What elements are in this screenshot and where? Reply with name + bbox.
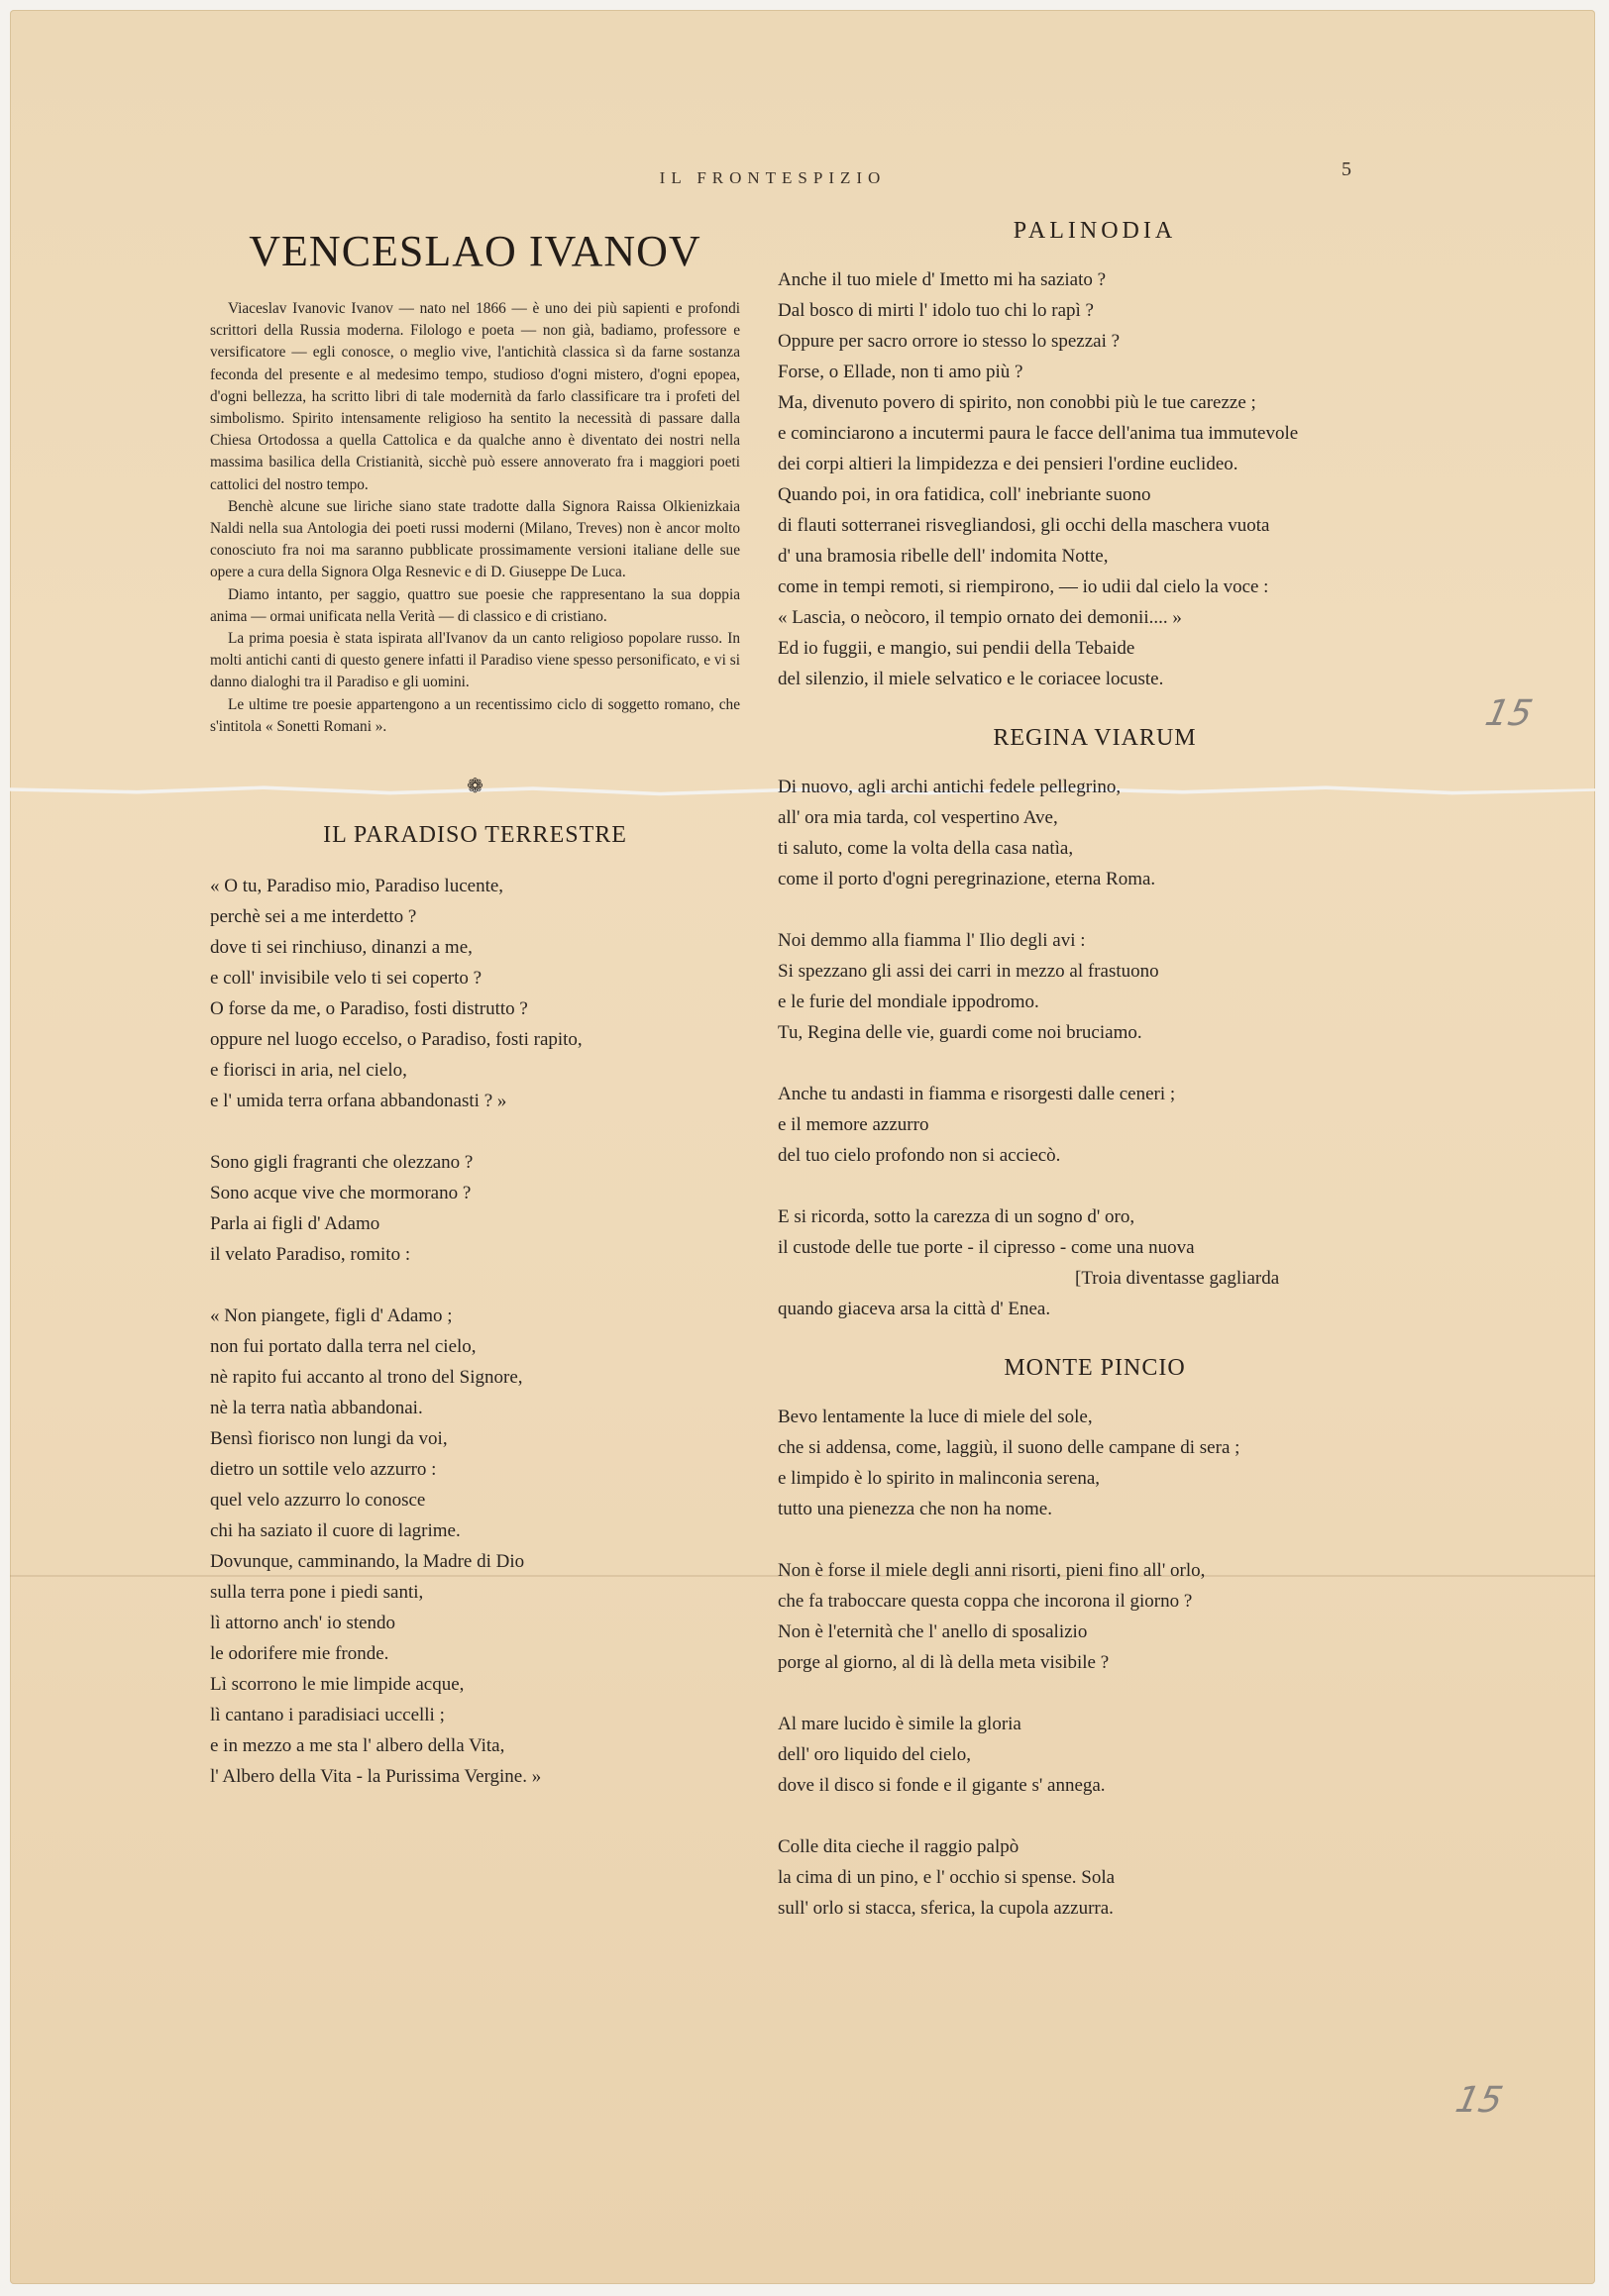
poem-line: d' una bramosia ribelle dell' indomita Notte, [778, 546, 1109, 567]
poem-line: Di nuovo, agli archi antichi fedele pellegrino, [778, 777, 1122, 797]
poem-line: sull' orlo si stacca, sferica, la cupola azzurra. [778, 1898, 1114, 1919]
stanza [778, 264, 1412, 694]
left-column [210, 218, 740, 1823]
intro-paragraph: La prima poesia è stata ispirata all'Ivanov da un canto religioso popolare russo. In molti antichi canti di questo genere infatti il Paradiso viene spesso personificato, e vi si danno dialoghi tra il Paradiso e gli uomini. [210, 630, 740, 691]
poem-paradiso [210, 871, 740, 1792]
poem-line: il custode delle tue porte - il cipresso - come una nuova [778, 1237, 1195, 1258]
poem-line: del tuo cielo profondo non si acciecò. [778, 1145, 1061, 1166]
poem-line: Tu, Regina delle vie, guardi come noi bruciamo. [778, 1022, 1142, 1043]
poem-line: quel velo azzurro lo conosce [210, 1490, 426, 1512]
poem-line: Bevo lentamente la luce di miele del sole, [778, 1407, 1093, 1427]
poem-pincio [778, 1402, 1412, 1924]
poem-line: nè rapito fui accanto al trono del Signore, [210, 1367, 523, 1389]
poem-line: Forse, o Ellade, non ti amo più ? [778, 362, 1023, 382]
poem-line: tutto una pienezza che non ha nome. [778, 1499, 1052, 1519]
poem-line: E si ricorda, sotto la carezza di un sogno d' oro, [778, 1206, 1135, 1227]
poem-line: Ma, divenuto povero di spirito, non conobbi più le tue carezze ; [778, 392, 1256, 413]
article-intro [210, 298, 740, 738]
intro-paragraph: Benchè alcune sue liriche siano state tradotte dalla Signora Raissa Olkienizkaia Naldi nella sua Antologia dei poeti russi moderni (Milano, Treves) non è ancor molto conosciuto fra noi ma saranno pubblicate prossimamente versioni italiane delle sue opere a cura della Signora Olga Resnevic e di D. Giuseppe De Luca. [210, 497, 740, 581]
stanza [210, 1301, 740, 1792]
poem-line: porge al giorno, al di là della meta visibile ? [778, 1652, 1110, 1673]
stanza [778, 1831, 1412, 1924]
poem-line: come il porto d'ogni peregrinazione, eterna Roma. [778, 869, 1156, 889]
poem-line: non fui portato dalla terra nel cielo, [210, 1336, 477, 1358]
poem-line: il velato Paradiso, romito : [210, 1244, 411, 1266]
poem-line: Non è l'eternità che l' anello di sposalizio [778, 1621, 1088, 1642]
poem-line: [Troia diventasse gagliarda [1075, 1268, 1280, 1289]
poem-line: Si spezzano gli assi dei carri in mezzo al frastuono [778, 961, 1159, 982]
poem-line: dietro un sottile velo azzurro : [210, 1459, 437, 1481]
poem-line: dell' oro liquido del cielo, [778, 1744, 971, 1765]
poem-line: Dovunque, camminando, la Madre di Dio [210, 1551, 525, 1573]
poem-line: dove ti sei rinchiuso, dinanzi a me, [210, 937, 473, 959]
poem-line: del silenzio, il miele selvatico e le coriacee locuste. [778, 669, 1164, 689]
poem-line: e coll' invisibile velo ti sei coperto ? [210, 968, 483, 990]
stanza [778, 1402, 1412, 1524]
poem-line: Colle dita cieche il raggio palpò [778, 1836, 1019, 1857]
running-head: IL FRONTESPIZIO [659, 168, 887, 187]
poem-line: Lì scorrono le mie limpide acque, [210, 1674, 465, 1696]
poem-line: Noi demmo alla fiamma l' Ilio degli avi : [778, 930, 1086, 951]
poem-line: e cominciarono a incutermi paura le facce dell'anima tua immutevole [778, 423, 1299, 444]
poem-line: la cima di un pino, e l' occhio si spense. Sola [778, 1867, 1116, 1888]
poem-regina [778, 772, 1412, 1324]
intro-paragraph: Le ultime tre poesie appartengono a un recentissimo ciclo di soggetto romano, che s'intitola « Sonetti Romani ». [210, 695, 740, 735]
article-title: VENCESLAO IVANOV [249, 227, 701, 275]
poem-line: le odorifere mie fronde. [210, 1643, 389, 1665]
stanza [778, 772, 1412, 894]
poem-line: chi ha saziato il cuore di lagrime. [210, 1520, 461, 1542]
poem-line: come in tempi remoti, si riempirono, — io udii dal cielo la voce : [778, 576, 1269, 597]
poem-title-palinodia: PALINODIA [1013, 218, 1177, 244]
right-column [778, 218, 1412, 1954]
poem-line: e il memore azzurro [778, 1114, 929, 1135]
poem-line: di flauti sotterranei risvegliandosi, gli occhi della maschera vuota [778, 515, 1270, 536]
poem-line: e in mezzo a me sta l' albero della Vita, [210, 1735, 505, 1757]
stanza [778, 1201, 1412, 1324]
intro-paragraph: Diamo intanto, per saggio, quattro sue poesie che rappresentano la sua doppia anima — ormai unificata nella Verità — di classico e di cristiano. [210, 585, 740, 625]
poem-line: Non è forse il miele degli anni risorti, pieni fino all' orlo, [778, 1560, 1206, 1581]
poem-line: Anche tu andasti in fiamma e risorgesti dalle ceneri ; [778, 1084, 1176, 1104]
stanza [778, 1079, 1412, 1171]
poem-line: nè la terra natìa abbandonai. [210, 1398, 423, 1419]
poem-line: Al mare lucido è simile la gloria [778, 1714, 1021, 1734]
handwritten-mark: 15 [1451, 2080, 1507, 2121]
poem-line: Dal bosco di mirti l' idolo tuo chi lo rapì ? [778, 300, 1094, 321]
poem-line: e l' umida terra orfana abbandonasti ? » [210, 1091, 507, 1112]
poem-title-pincio: MONTE PINCIO [1004, 1355, 1186, 1381]
poem-line: oppure nel luogo eccelso, o Paradiso, fosti rapito, [210, 1029, 583, 1051]
stanza [210, 871, 740, 1116]
poem-line: ti saluto, come la volta della casa natìa, [778, 838, 1074, 859]
poem-line: « O tu, Paradiso mio, Paradiso lucente, [210, 876, 504, 897]
poem-line: « Non piangete, figli d' Adamo ; [210, 1305, 453, 1327]
poem-line: e le furie del mondiale ippodromo. [778, 991, 1039, 1012]
poem-palinodia [778, 264, 1412, 694]
poem-line: Anche il tuo miele d' Imetto mi ha saziato ? [778, 269, 1107, 290]
poem-line: e fiorisci in aria, nel cielo, [210, 1060, 407, 1082]
poem-line: Bensì fiorisco non lungi da voi, [210, 1428, 448, 1450]
stanza [778, 1709, 1412, 1801]
poem-line: quando giaceva arsa la città d' Enea. [778, 1299, 1051, 1319]
poem-line: « Lascia, o neòcoro, il tempio ornato dei demonii.... » [778, 607, 1182, 628]
poem-line: all' ora mia tarda, col vespertino Ave, [778, 807, 1058, 828]
stanza [778, 925, 1412, 1048]
poem-line: dove il disco si fonde e il gigante s' annega. [778, 1775, 1106, 1796]
ornament-icon: ❁ [467, 776, 483, 798]
poem-line: che fa traboccare questa coppa che incorona il giorno ? [778, 1591, 1193, 1612]
handwritten-mark: 15 [1481, 693, 1537, 734]
poem-line: Parla ai figli d' Adamo [210, 1213, 380, 1235]
poem-line: lì cantano i paradisiaci uccelli ; [210, 1705, 445, 1726]
poem-line: perchè sei a me interdetto ? [210, 906, 417, 928]
poem-line: Ed io fuggii, e mangio, sui pendii della Tebaide [778, 638, 1135, 659]
poem-line: e limpido è lo spirito in malinconia serena, [778, 1468, 1101, 1489]
poem-line: Sono gigli fragranti che olezzano ? [210, 1152, 474, 1174]
poem-line: dei corpi altieri la limpidezza e dei pensieri l'ordine euclideo. [778, 454, 1238, 474]
poem-line: l' Albero della Vita - la Purissima Vergine. » [210, 1766, 542, 1788]
poem-line: O forse da me, o Paradiso, fosti distrutto ? [210, 998, 528, 1020]
poem-line: sulla terra pone i piedi santi, [210, 1582, 424, 1604]
stanza [778, 1555, 1412, 1678]
poem-line: Oppure per sacro orrore io stesso lo spezzai ? [778, 331, 1121, 352]
poem-line: lì attorno anch' io stendo [210, 1613, 396, 1634]
poem-line: Quando poi, in ora fatidica, coll' inebriante suono [778, 484, 1151, 505]
poem-line: Sono acque vive che mormorano ? [210, 1183, 472, 1204]
intro-paragraph: Viaceslav Ivanovic Ivanov — nato nel 1866 — è uno dei più sapienti e profondi scrittori della Russia moderna. Filologo e poeta — non già, badiamo, professore e versificatore — egli conosce, o meglio vive, l'antichità classica sì da farne sostanza feconda del presente e al medesimo tempo, studioso d'ogni mistero, d'ogni epopea, d'ogni bellezza, ha scritto libri di tale modernità da farlo classificare tra i profeti del simbolismo. Spirito intensamente religioso ha sentito la necessità di passare dalla Chiesa Ortodossa a quella Cattolica e da qualche anno è diventato dei nostri nella massima basilica della Cristianità, sicchè può essere annoverato fra i maggiori poeti cattolici del nostro tempo. [210, 300, 740, 493]
poem-title-paradiso: IL PARADISO TERRESTRE [323, 822, 627, 849]
poem-line: che si addensa, come, laggiù, il suono delle campane di sera ; [778, 1437, 1240, 1458]
page-number: 5 [1341, 158, 1351, 180]
poem-title-regina: REGINA VIARUM [993, 725, 1197, 751]
stanza [210, 1147, 740, 1270]
